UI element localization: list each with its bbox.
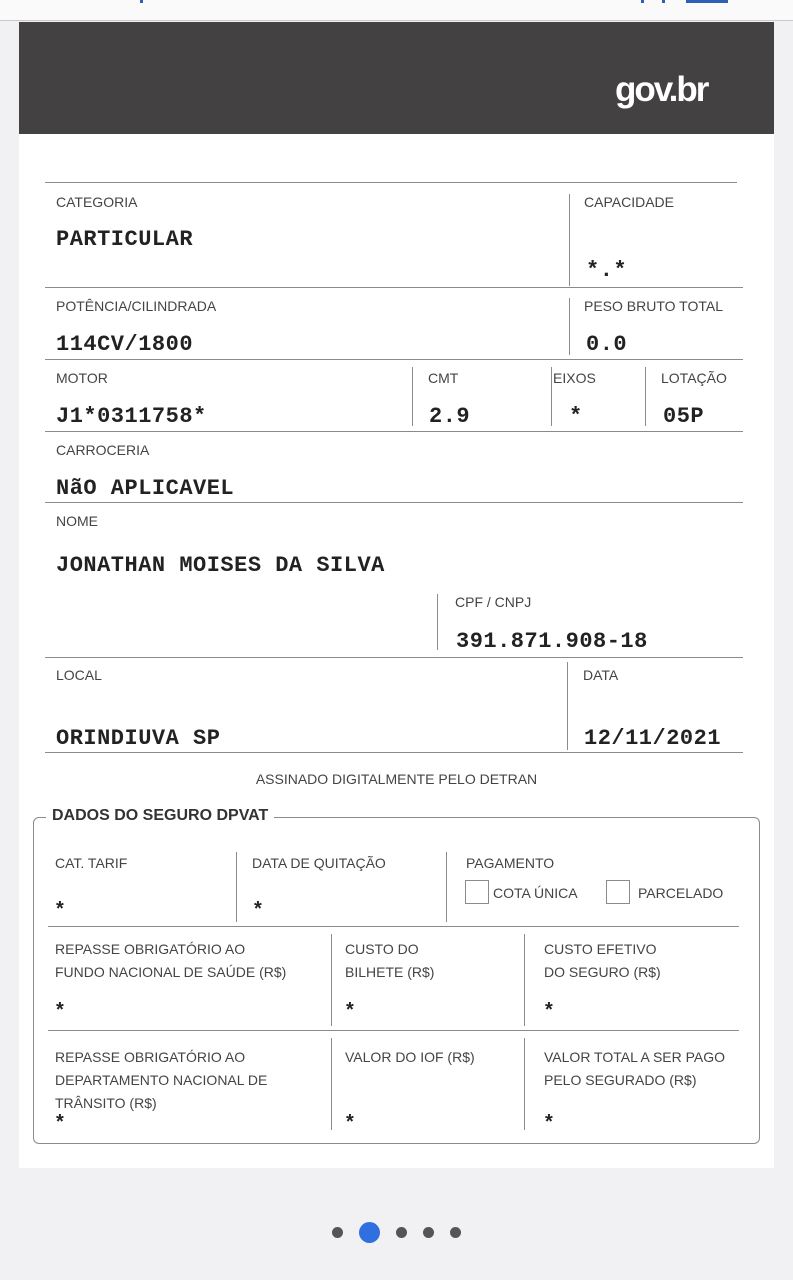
repasse-transito-label-2: DEPARTAMENTO NACIONAL DE bbox=[55, 1072, 268, 1088]
document-header bbox=[19, 22, 774, 134]
signature-note: ASSINADO DIGITALMENTE PELO DETRAN bbox=[255, 771, 538, 787]
cat-tarif-label: CAT. TARIF bbox=[55, 855, 128, 871]
repasse-transito-value: * bbox=[56, 1111, 64, 1133]
divider bbox=[236, 852, 237, 922]
lotacao-label: LOTAÇÃO bbox=[661, 370, 727, 386]
cmt-label: CMT bbox=[428, 370, 459, 386]
nome-label: NOME bbox=[56, 513, 98, 529]
repasse-saude-label-1: REPASSE OBRIGATÓRIO AO bbox=[55, 941, 246, 957]
divider bbox=[331, 934, 332, 1026]
divider bbox=[437, 594, 438, 650]
divider bbox=[645, 367, 646, 426]
divider bbox=[524, 1038, 525, 1130]
divider bbox=[331, 1038, 332, 1130]
potencia-label: POTÊNCIA/CILINDRADA bbox=[56, 298, 217, 314]
divider bbox=[48, 1030, 739, 1031]
divider bbox=[45, 502, 743, 503]
top-bar-mark bbox=[662, 0, 665, 3]
page-dot[interactable] bbox=[423, 1227, 434, 1238]
top-bar-mark bbox=[641, 0, 644, 3]
repasse-saude-value: * bbox=[56, 999, 64, 1021]
top-bar-link-underline[interactable] bbox=[686, 0, 728, 3]
cota-unica-checkbox[interactable] bbox=[465, 880, 489, 904]
data-quitacao-label: DATA DE QUITAÇÃO bbox=[252, 855, 386, 871]
divider bbox=[45, 359, 743, 360]
valor-total-value: * bbox=[545, 1111, 553, 1133]
repasse-transito-label-3: TRÂNSITO (R$) bbox=[55, 1095, 157, 1111]
carroceria-label: CARROCERIA bbox=[56, 442, 150, 458]
data-quitacao-value: * bbox=[254, 898, 262, 920]
page-dot[interactable] bbox=[359, 1222, 380, 1243]
nome-value: JONATHAN MOISES DA SILVA bbox=[56, 553, 385, 578]
eixos-value: * bbox=[569, 404, 583, 429]
cmt-value: 2.9 bbox=[429, 404, 471, 429]
divider bbox=[412, 367, 413, 426]
repasse-saude-label-2: FUNDO NACIONAL DE SAÚDE (R$) bbox=[55, 964, 287, 980]
custo-efetivo-label-1: CUSTO EFETIVO bbox=[544, 941, 657, 957]
motor-value: J1*0311758* bbox=[56, 404, 207, 429]
valor-iof-label: VALOR DO IOF (R$) bbox=[345, 1049, 475, 1065]
capacidade-label: CAPACIDADE bbox=[584, 194, 674, 210]
eixos-label: EIXOS bbox=[553, 370, 596, 386]
top-bar-mark bbox=[140, 0, 143, 3]
divider bbox=[45, 657, 743, 658]
custo-bilhete-value: * bbox=[346, 999, 354, 1021]
capacidade-value: *.* bbox=[586, 258, 628, 283]
parcelado-label: PARCELADO bbox=[638, 885, 724, 901]
divider bbox=[45, 431, 743, 432]
local-value: ORINDIUVA SP bbox=[56, 726, 221, 751]
cat-tarif-value: * bbox=[56, 898, 64, 920]
divider bbox=[45, 182, 737, 183]
custo-efetivo-value: * bbox=[545, 999, 553, 1021]
valor-total-label-2: PELO SEGURADO (R$) bbox=[544, 1072, 697, 1088]
potencia-value: 114CV/1800 bbox=[56, 332, 194, 357]
cpf-label: CPF / CNPJ bbox=[455, 594, 532, 610]
repasse-transito-label-1: REPASSE OBRIGATÓRIO AO bbox=[55, 1049, 246, 1065]
valor-iof-value: * bbox=[346, 1111, 354, 1133]
categoria-value: PARTICULAR bbox=[56, 227, 194, 252]
divider bbox=[569, 194, 570, 286]
motor-label: MOTOR bbox=[56, 370, 108, 386]
peso-value: 0.0 bbox=[586, 332, 628, 357]
divider bbox=[48, 926, 739, 927]
cota-unica-label: COTA ÚNICA bbox=[493, 885, 578, 901]
divider bbox=[551, 367, 552, 426]
local-label: LOCAL bbox=[56, 667, 102, 683]
data-label: DATA bbox=[583, 667, 619, 683]
top-app-bar bbox=[0, 0, 793, 21]
document-card bbox=[19, 22, 774, 1168]
dpvat-title: DADOS DO SEGURO DPVAT bbox=[46, 807, 274, 825]
parcelado-checkbox[interactable] bbox=[606, 880, 630, 904]
page-indicator bbox=[0, 1222, 793, 1243]
custo-efetivo-label-2: DO SEGURO (R$) bbox=[544, 964, 661, 980]
custo-bilhete-label-2: BILHETE (R$) bbox=[345, 964, 435, 980]
divider bbox=[446, 852, 447, 922]
pagamento-label: PAGAMENTO bbox=[466, 855, 555, 871]
valor-total-label-1: VALOR TOTAL A SER PAGO bbox=[544, 1049, 726, 1065]
page-dot[interactable] bbox=[396, 1227, 407, 1238]
lotacao-value: 05P bbox=[663, 404, 705, 429]
peso-label: PESO BRUTO TOTAL bbox=[584, 298, 724, 314]
divider bbox=[567, 662, 568, 750]
divider bbox=[45, 287, 743, 288]
divider bbox=[524, 934, 525, 1026]
divider bbox=[569, 298, 570, 355]
categoria-label: CATEGORIA bbox=[56, 194, 138, 210]
govbr-logo: gov.br bbox=[615, 70, 708, 109]
divider bbox=[45, 752, 743, 753]
page-dot[interactable] bbox=[450, 1227, 461, 1238]
data-value: 12/11/2021 bbox=[584, 726, 722, 751]
page-dot[interactable] bbox=[332, 1227, 343, 1238]
cpf-value: 391.871.908-18 bbox=[456, 629, 648, 654]
custo-bilhete-label-1: CUSTO DO bbox=[345, 941, 419, 957]
carroceria-value: NãO APLICAVEL bbox=[56, 476, 235, 501]
